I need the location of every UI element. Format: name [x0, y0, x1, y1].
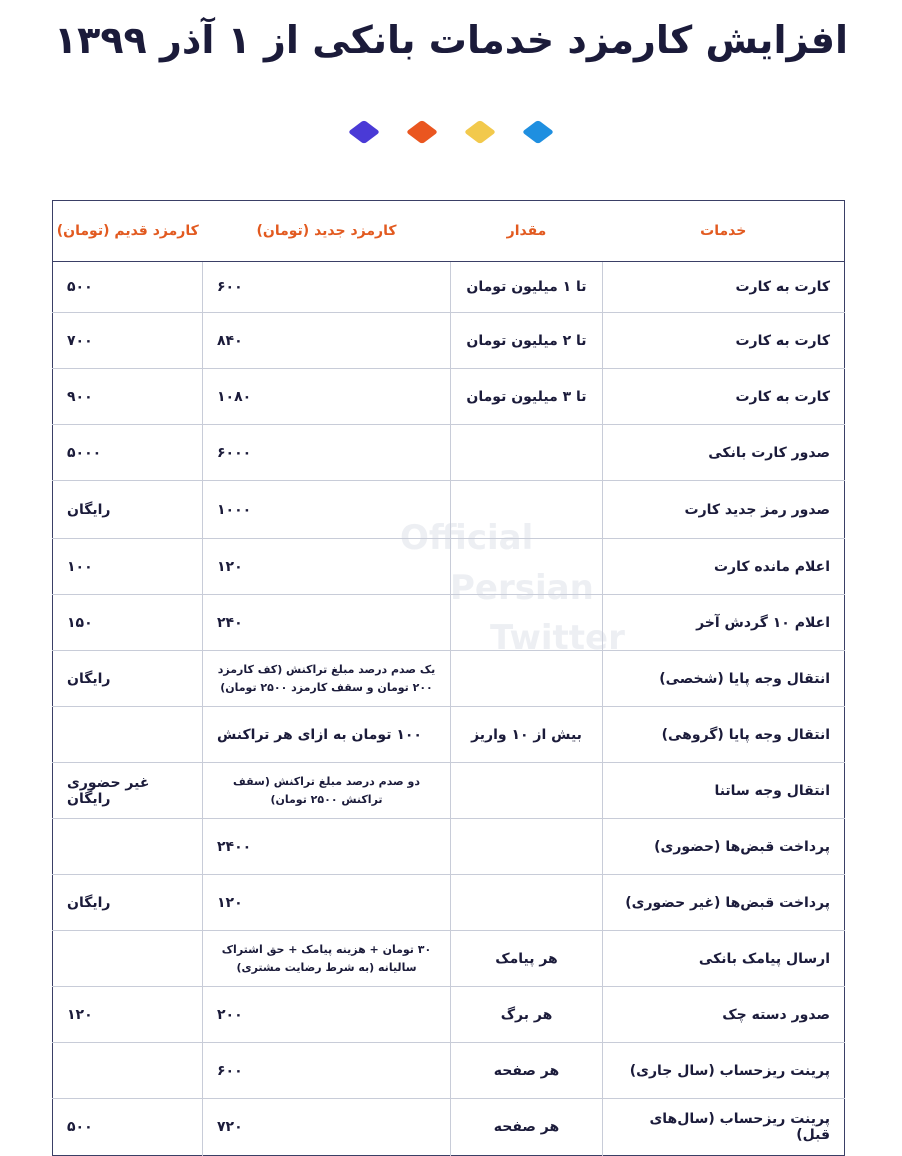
old-fee-cell: ۵۰۰	[53, 262, 203, 313]
service-cell: اعلام ۱۰ گردش آخر	[603, 595, 845, 651]
old-fee-cell: رایگان	[53, 651, 203, 707]
new-fee-cell: ۶۰۰	[203, 262, 451, 313]
table-row	[53, 313, 845, 369]
new-fee-cell: ۱۰۰ تومان به ازای هر تراکنش	[203, 707, 451, 763]
old-fee-cell	[53, 707, 203, 763]
old-fee-cell: ۵۰۰	[67, 1119, 93, 1135]
amount-cell: هر صفحه	[451, 1099, 603, 1156]
service-cell: کارت به کارت	[603, 313, 845, 369]
amount-cell	[451, 875, 603, 931]
table-row	[53, 763, 845, 819]
table-row	[53, 707, 845, 763]
service-cell: پرینت ریزحساب (سال جاری)	[603, 1043, 845, 1099]
old-fee-cell	[53, 819, 203, 875]
new-fee-cell: ۶۰۰	[203, 1043, 451, 1099]
amount-cell: هر پیامک	[451, 931, 603, 987]
old-fee-cell: ۱۵۰	[53, 595, 203, 651]
old-fee-cell: رایگان	[53, 481, 203, 539]
page-title: افزایش کارمزد خدمات بانکی از ۱ آذر ۱۳۹۹	[53, 18, 849, 62]
amount-cell	[451, 651, 603, 707]
table-row	[53, 987, 845, 1043]
table-row	[53, 875, 845, 931]
amount-cell: تا ۲ میلیون تومان	[451, 313, 603, 369]
new-fee-cell: ۱۰۸۰	[203, 369, 451, 425]
service-cell: کارت به کارت	[603, 369, 845, 425]
table-row	[53, 481, 845, 539]
old-fee-cell: رایگان	[53, 875, 203, 931]
table-row	[53, 539, 845, 595]
orange-diamond-icon	[406, 120, 438, 144]
table-row	[53, 1043, 845, 1099]
service-cell: پرداخت قبض‌ها (غیر حضوری)	[603, 875, 845, 931]
amount-cell	[451, 539, 603, 595]
amount-cell: تا ۳ میلیون تومان	[451, 369, 603, 425]
yellow-diamond-icon	[464, 120, 496, 144]
new-fee-cell: ۱۰۰۰	[203, 481, 451, 539]
amount-cell	[451, 763, 603, 819]
decorative-dots	[0, 122, 902, 142]
service-cell: ارسال پیامک بانکی	[603, 931, 845, 987]
table-row	[53, 819, 845, 875]
amount-cell	[451, 481, 603, 539]
blue-diamond-icon	[522, 120, 554, 144]
old-fee-cell	[53, 1043, 203, 1099]
amount-cell: تا ۱ میلیون تومان	[451, 262, 603, 313]
service-cell: پرداخت قبض‌ها (حضوری)	[603, 819, 845, 875]
new-fee-cell: دو صدم درصد مبلغ تراکنش (سقف تراکنش ۲۵۰۰ تومان)	[203, 763, 451, 819]
table-row	[53, 262, 845, 313]
old-fee-cell: غیر حضوری رایگان	[53, 763, 203, 819]
old-fee-cell: ۱۰۰	[53, 539, 203, 595]
header-old-fee: کارمزد قدیم (تومان)	[53, 201, 203, 262]
amount-cell	[451, 819, 603, 875]
new-fee-cell: یک صدم درصد مبلغ تراکنش (کف کارمزد ۲۰۰ تومان و سقف کارمزد ۲۵۰۰ تومان)	[203, 651, 451, 707]
table-row	[53, 931, 845, 987]
new-fee-cell: ۱۲۰	[203, 875, 451, 931]
service-cell: کارت به کارت	[603, 262, 845, 313]
table-header-row	[53, 201, 845, 262]
service-cell: صدور رمز جدید کارت	[603, 481, 845, 539]
service-cell: انتقال وجه پایا (شخصی)	[603, 651, 845, 707]
service-cell: پرینت ریزحساب (سال‌های قبل)	[603, 1099, 845, 1156]
old-fee-cell: ۵۰۰۰	[53, 425, 203, 481]
fee-table	[52, 200, 845, 1156]
watermark-line-2: Persian	[450, 568, 594, 608]
amount-cell	[451, 425, 603, 481]
new-fee-cell: ۳۰ تومان + هزینه پیامک + حق اشتراک سالیانه (به شرط رضایت مشتری)	[203, 931, 451, 987]
old-fee-cell	[53, 931, 203, 987]
new-fee-cell: ۷۲۰	[203, 1099, 451, 1156]
header-service: خدمات	[603, 201, 845, 262]
watermark-line-1: Official	[400, 518, 534, 558]
new-fee-cell: ۲۴۰	[203, 595, 451, 651]
service-cell: انتقال وجه ساتنا	[603, 763, 845, 819]
service-cell: صدور کارت بانکی	[603, 425, 845, 481]
amount-cell: هر صفحه	[451, 1043, 603, 1099]
header-new-fee: کارمزد جدید (تومان)	[203, 201, 451, 262]
table-row	[53, 369, 845, 425]
service-cell: انتقال وجه پایا (گروهی)	[603, 707, 845, 763]
old-fee-cell: ۱۲۰	[53, 987, 203, 1043]
service-cell: اعلام مانده کارت	[603, 539, 845, 595]
new-fee-cell: ۱۲۰	[203, 539, 451, 595]
watermark-line-3: Twitter	[490, 618, 625, 658]
purple-diamond-icon	[348, 120, 380, 144]
amount-cell: بیش از ۱۰ واریز	[451, 707, 603, 763]
new-fee-cell: ۲۴۰۰	[203, 819, 451, 875]
amount-cell	[451, 595, 603, 651]
service-cell: صدور دسته چک	[603, 987, 845, 1043]
amount-cell: هر برگ	[451, 987, 603, 1043]
table-row	[53, 1099, 845, 1156]
table-row	[53, 651, 845, 707]
table-row	[53, 595, 845, 651]
old-fee-cell: ۹۰۰	[53, 369, 203, 425]
new-fee-cell: ۲۰۰	[203, 987, 451, 1043]
new-fee-cell: ۶۰۰۰	[203, 425, 451, 481]
table-body	[53, 262, 845, 1156]
header-amount: مقدار	[451, 201, 603, 262]
table-row	[53, 425, 845, 481]
old-fee-cell: ۷۰۰	[53, 313, 203, 369]
new-fee-cell: ۸۴۰	[203, 313, 451, 369]
